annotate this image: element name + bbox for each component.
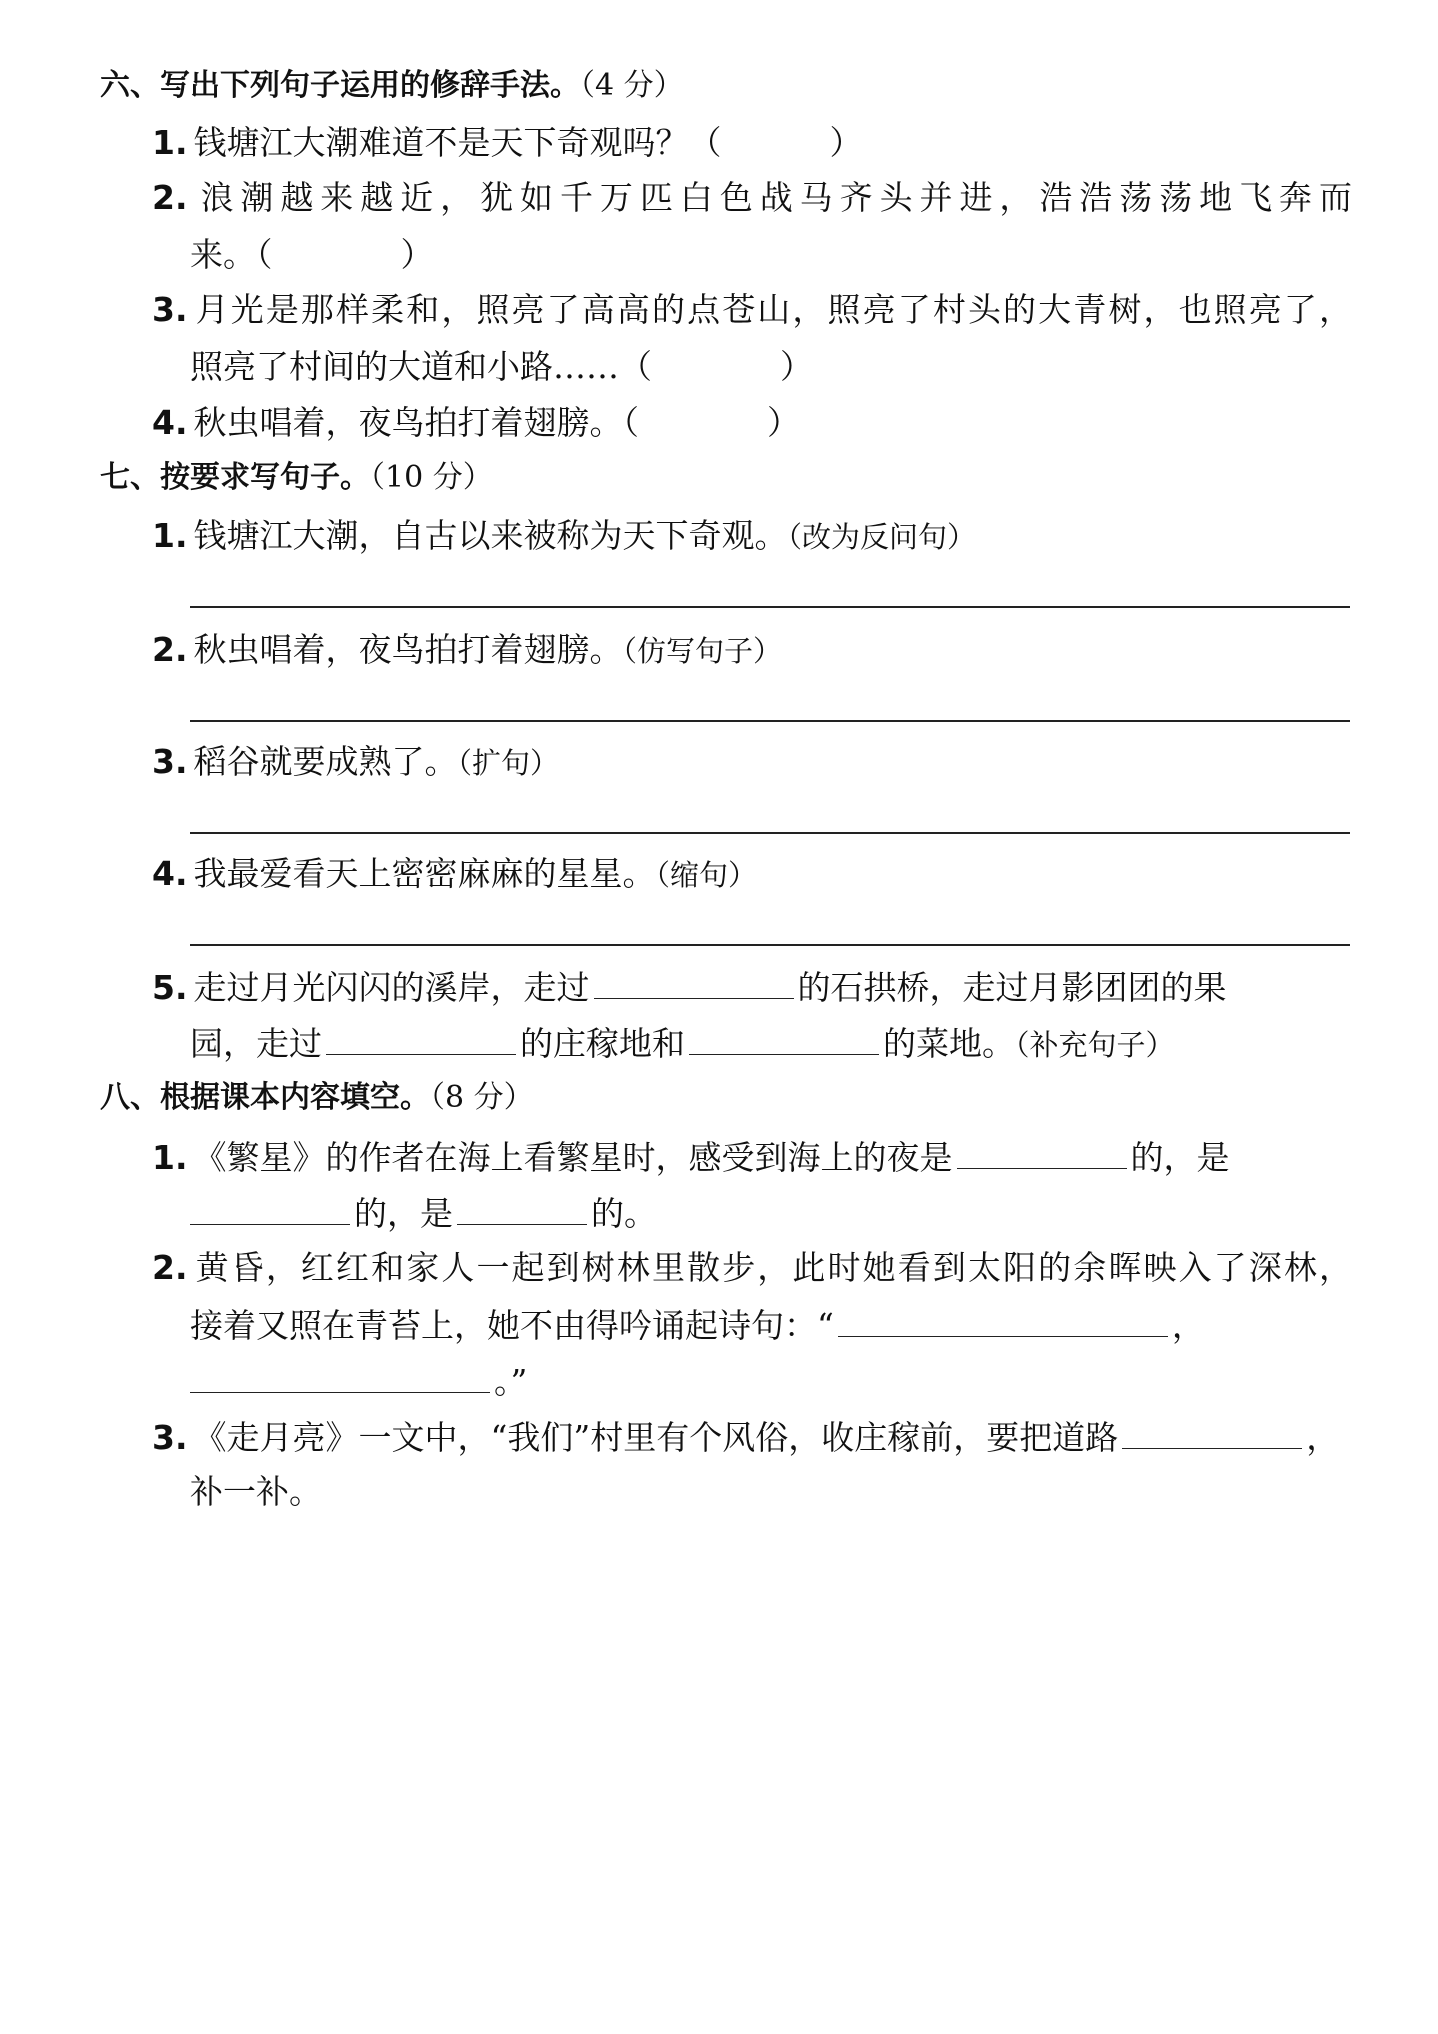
s6-q1-answer-space[interactable]: [726, 120, 826, 154]
section-6-points: （4 分）: [580, 68, 684, 103]
s7-q2-answer-line[interactable]: [190, 720, 1350, 722]
s7-q3-answer-line[interactable]: [190, 832, 1350, 834]
s6-q4-answer-space[interactable]: [643, 400, 763, 434]
s6-q1: 1. 钱塘江大潮难道不是天下奇观吗？（ ）: [152, 120, 863, 165]
s8-q1-blank-2[interactable]: [190, 1190, 350, 1225]
s6-q4-text: 秋虫唱着，夜鸟拍打着翅膀。（: [193, 403, 639, 442]
s7-q5-line2: 园，走过 的庄稼地和 的菜地。（补充句子）: [190, 1020, 1175, 1067]
s6-q2-answer-space[interactable]: [277, 232, 397, 266]
section-7-title: 七、按要求写句子。: [100, 460, 370, 495]
s6-q3-answer-space[interactable]: [656, 344, 776, 378]
s8-q2-line3: 。”: [190, 1358, 527, 1404]
s7-q5-blank-2[interactable]: [326, 1020, 516, 1055]
s7-q1-answer-line[interactable]: [190, 606, 1350, 608]
s7-q4-hint: （缩句）: [655, 858, 758, 892]
s6-q3-text: 月光是那样柔和，照亮了高高的点苍山，照亮了村头的大青树，也照亮了，: [193, 290, 1352, 329]
s7-q5-hint: （补充句子）: [1015, 1028, 1175, 1062]
s6-q3-line2: 照亮了村间的大道和小路……（ ）: [190, 344, 813, 389]
s6-q3-line1: 3. 月光是那样柔和，照亮了高高的点苍山，照亮了村头的大青树，也照亮了，: [152, 290, 1352, 329]
s8-q2-line2: 接着又照在青苔上，她不由得吟诵起诗句：“ ，: [190, 1302, 1205, 1348]
s8-q1-blank-1[interactable]: [957, 1134, 1127, 1169]
section-7-heading: [100, 458, 493, 498]
s8-q1-blank-3[interactable]: [457, 1190, 587, 1225]
section-6-title: 六、写出下列句子运用的修辞手法。: [100, 68, 580, 103]
s8-q3-line2: 补一补。: [190, 1472, 322, 1511]
s6-q2-line2: 来。（ ）: [190, 232, 434, 277]
s8-q1-line1: 1. 《繁星》的作者在海上看繁星时，感受到海上的夜是 的，是: [152, 1134, 1230, 1180]
s8-q3-line1: 3. 《走月亮》一文中，“我们”村里有个风俗，收庄稼前，要把道路 ，: [152, 1414, 1339, 1460]
s8-q2-line1: 2. 黄昏，红红和家人一起到树林里散步，此时她看到太阳的余晖映入了深林，: [152, 1248, 1352, 1287]
s7-q4-answer-line[interactable]: [190, 944, 1350, 946]
section-8-points: （8 分）: [430, 1080, 534, 1115]
s7-q1: 1. 钱塘江大潮，自古以来被称为天下奇观。（改为反问句）: [152, 516, 977, 555]
s7-q3: 3. 稻谷就要成熟了。（扩句）: [152, 742, 560, 781]
section-6-heading: [100, 66, 684, 106]
section-8-heading: [100, 1078, 534, 1118]
s8-q1-line2: 的，是 的。: [190, 1190, 657, 1236]
s7-q2: 2. 秋虫唱着，夜鸟拍打着翅膀。（仿写句子）: [152, 630, 783, 669]
s6-q4: 4. 秋虫唱着，夜鸟拍打着翅膀。（ ）: [152, 400, 800, 445]
s6-q1-text: 钱塘江大潮难道不是天下奇观吗？（: [193, 123, 722, 162]
s7-q5-line1: 5. 走过月光闪闪的溪岸，走过 的石拱桥，走过月影团团的果: [152, 964, 1227, 1010]
s7-q4: 4. 我最爱看天上密密麻麻的星星。（缩句）: [152, 854, 758, 893]
section-7-points: （10 分）: [370, 460, 493, 495]
s7-q5-blank-3[interactable]: [689, 1020, 879, 1055]
s6-q2-line1: 2. 浪潮越来越近，犹如千万匹白色战马齐头并进，浩浩荡荡地飞奔而: [152, 178, 1352, 217]
s8-q3-blank-1[interactable]: [1122, 1414, 1302, 1449]
s7-q2-hint: （仿写句子）: [622, 634, 783, 668]
s8-q2-blank-1[interactable]: [838, 1302, 1168, 1337]
s7-q1-hint: （改为反问句）: [787, 520, 977, 554]
s6-q2-text: 浪潮越来越近，犹如千万匹白色战马齐头并进，浩浩荡荡地飞奔而: [193, 178, 1352, 217]
s7-q5-blank-1[interactable]: [594, 964, 794, 999]
s8-q2-blank-2[interactable]: [190, 1358, 490, 1393]
s7-q3-hint: （扩句）: [457, 746, 560, 780]
section-8-title: 八、根据课本内容填空。: [100, 1080, 430, 1115]
